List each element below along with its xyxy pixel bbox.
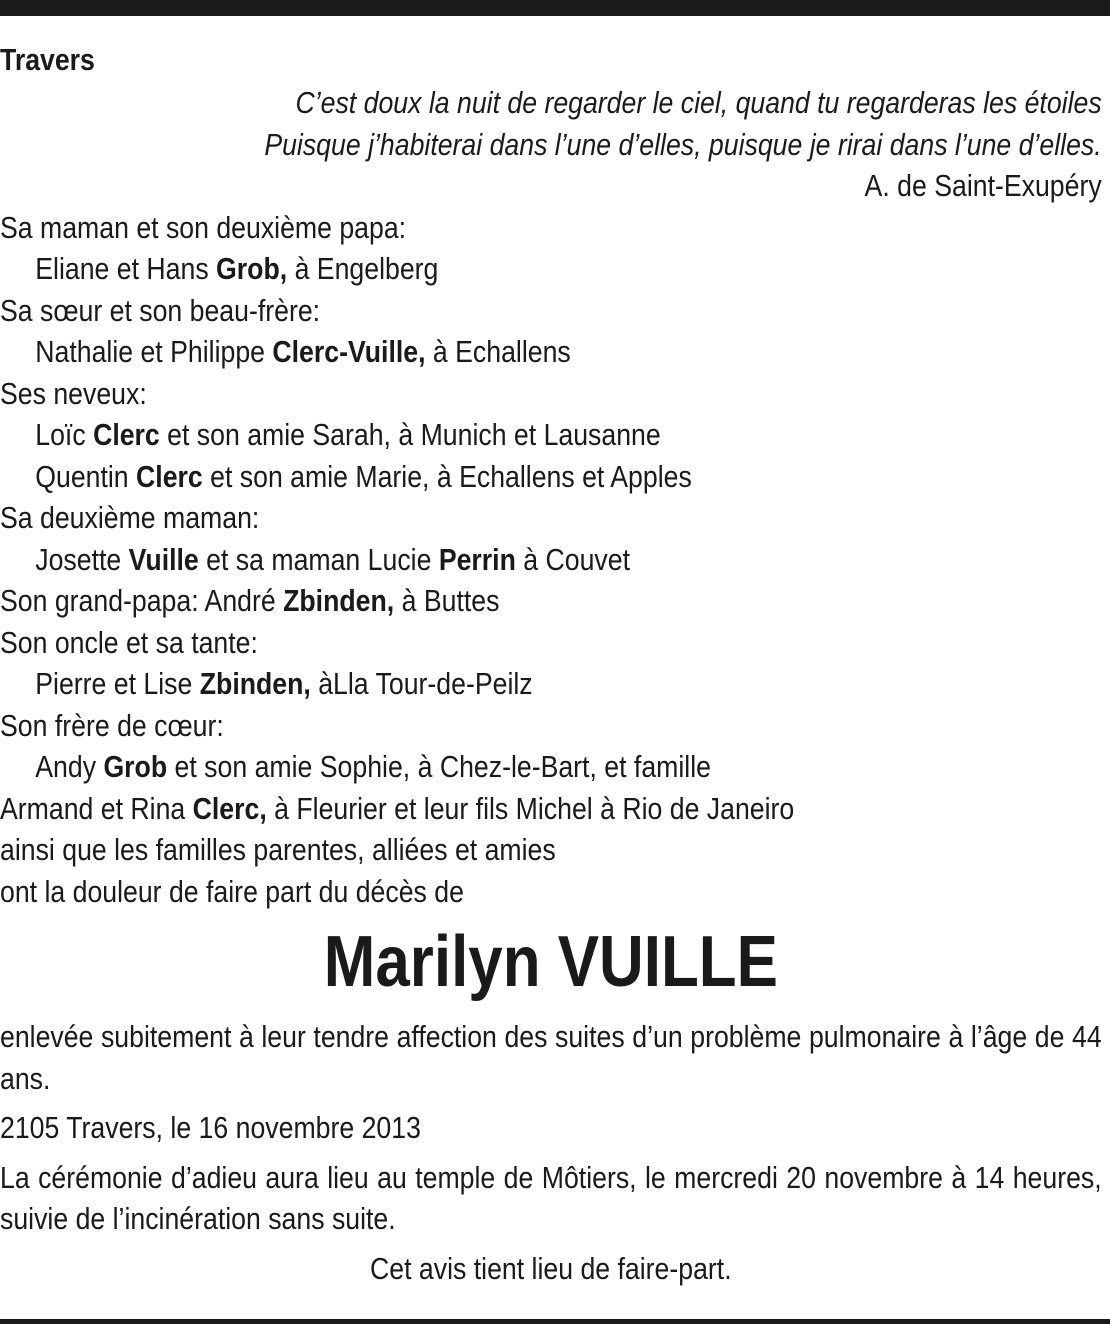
family-entry-nephew-2 <box>0 456 1102 498</box>
family-label-mother: Sa maman et son deuxième papa: <box>0 209 407 245</box>
family-entry-text: et son amie Sarah, à Munich et Lausanne <box>159 417 661 452</box>
family-surname: Clerc-Vuille, <box>272 334 426 369</box>
family-surname: Clerc <box>136 458 203 494</box>
family-entry-mother <box>0 248 1102 290</box>
family-entry-text: à Echallens <box>425 334 571 369</box>
quote-author: A. de Saint-Exupéry <box>864 168 1102 203</box>
family-surname: Grob, <box>216 251 288 286</box>
family-entry-text: et son amie Sophie, à Chez-le-Bart, et famille <box>167 749 711 784</box>
family-entry-text: Andy <box>35 749 104 784</box>
family-label-sister: Sa sœur et son beau-frère: <box>0 292 321 328</box>
family-entry-uncle <box>0 663 1102 705</box>
family-entry-text: Loïc <box>35 417 94 452</box>
announcement-line: ont la douleur de faire part du décès de <box>0 873 464 909</box>
family-surname: Zbinden, <box>283 583 395 618</box>
quote-line-1: C’est doux la nuit de regarder le ciel, quand tu regarderas les étoiles <box>295 85 1102 120</box>
family-label-brother: Son frère de cœur: <box>0 707 224 743</box>
family-surname: Vuille <box>128 541 199 577</box>
deceased-name: Marilyn VUILLE <box>323 922 778 1002</box>
bottom-rule <box>0 1319 1110 1324</box>
ceremony-paragraph: La cérémonie d’adieu aura lieu au temple de Môtiers, le mercredi 20 novembre à 14 heures, suivie de l’incinération sans suite. <box>0 1159 1102 1236</box>
family-label-second-mother: Sa deuxième maman: <box>0 500 260 535</box>
family-entry-nephew-1 <box>0 414 1102 456</box>
obituary-notice <box>0 38 1102 1289</box>
family-entry-text: à Fleurier et leur fils Michel à Rio de Janeiro <box>266 790 795 826</box>
family-surname: Clerc, <box>192 790 267 826</box>
family-entry-sister <box>0 331 1102 373</box>
top-rule <box>0 0 1110 16</box>
family-entry-brother <box>0 746 1102 788</box>
family-entry-text: Pierre et Lise <box>35 666 200 701</box>
family-entry-text: àLla Tour-de-Peilz <box>310 666 533 701</box>
family-surname: Perrin <box>438 541 516 577</box>
place-date: 2105 Travers, le 16 novembre 2013 <box>0 1110 421 1145</box>
quote-line-2: Puisque j’habiterai dans l’une d’elles, puisque je rirai dans l’une d’elles. <box>264 126 1102 162</box>
family-entry-text: et sa maman Lucie <box>198 541 439 577</box>
family-label-nephews: Ses neveux: <box>0 375 147 411</box>
family-entry-text: à Engelberg <box>287 251 439 286</box>
family-entry-second-mother <box>0 539 1102 581</box>
families-line: ainsi que les familles parentes, alliées et amies <box>0 832 556 867</box>
family-entry-text: Josette <box>35 541 129 577</box>
family-surname: Zbinden, <box>199 666 311 701</box>
cause-paragraph: enlevée subitement à leur tendre affection des suites d’un problème pulmonaire à l’âge de 44 ans. <box>0 1019 1102 1096</box>
family-entry-text: et son amie Marie, à Echallens et Apples <box>202 458 692 494</box>
family-surname: Clerc <box>93 417 160 452</box>
family-entry-text: Armand et Rina <box>0 790 193 826</box>
family-entry-text: Quentin <box>35 458 137 494</box>
closing-line: Cet avis tient lieu de faire-part. <box>370 1250 732 1286</box>
family-entry-armand <box>0 788 1102 830</box>
family-entry-text: à Couvet <box>515 541 631 577</box>
family-entry-text: Son grand-papa: André <box>0 583 284 618</box>
family-entry-text: à Buttes <box>394 583 500 618</box>
family-label-uncle: Son oncle et sa tante: <box>0 624 258 660</box>
family-entry-text: Nathalie et Philippe <box>35 334 273 369</box>
family-entry-text: Eliane et Hans <box>35 251 217 286</box>
family-entry-grandpa <box>0 580 1102 622</box>
notice-heading: Travers <box>0 42 95 77</box>
family-surname: Grob <box>103 749 168 784</box>
